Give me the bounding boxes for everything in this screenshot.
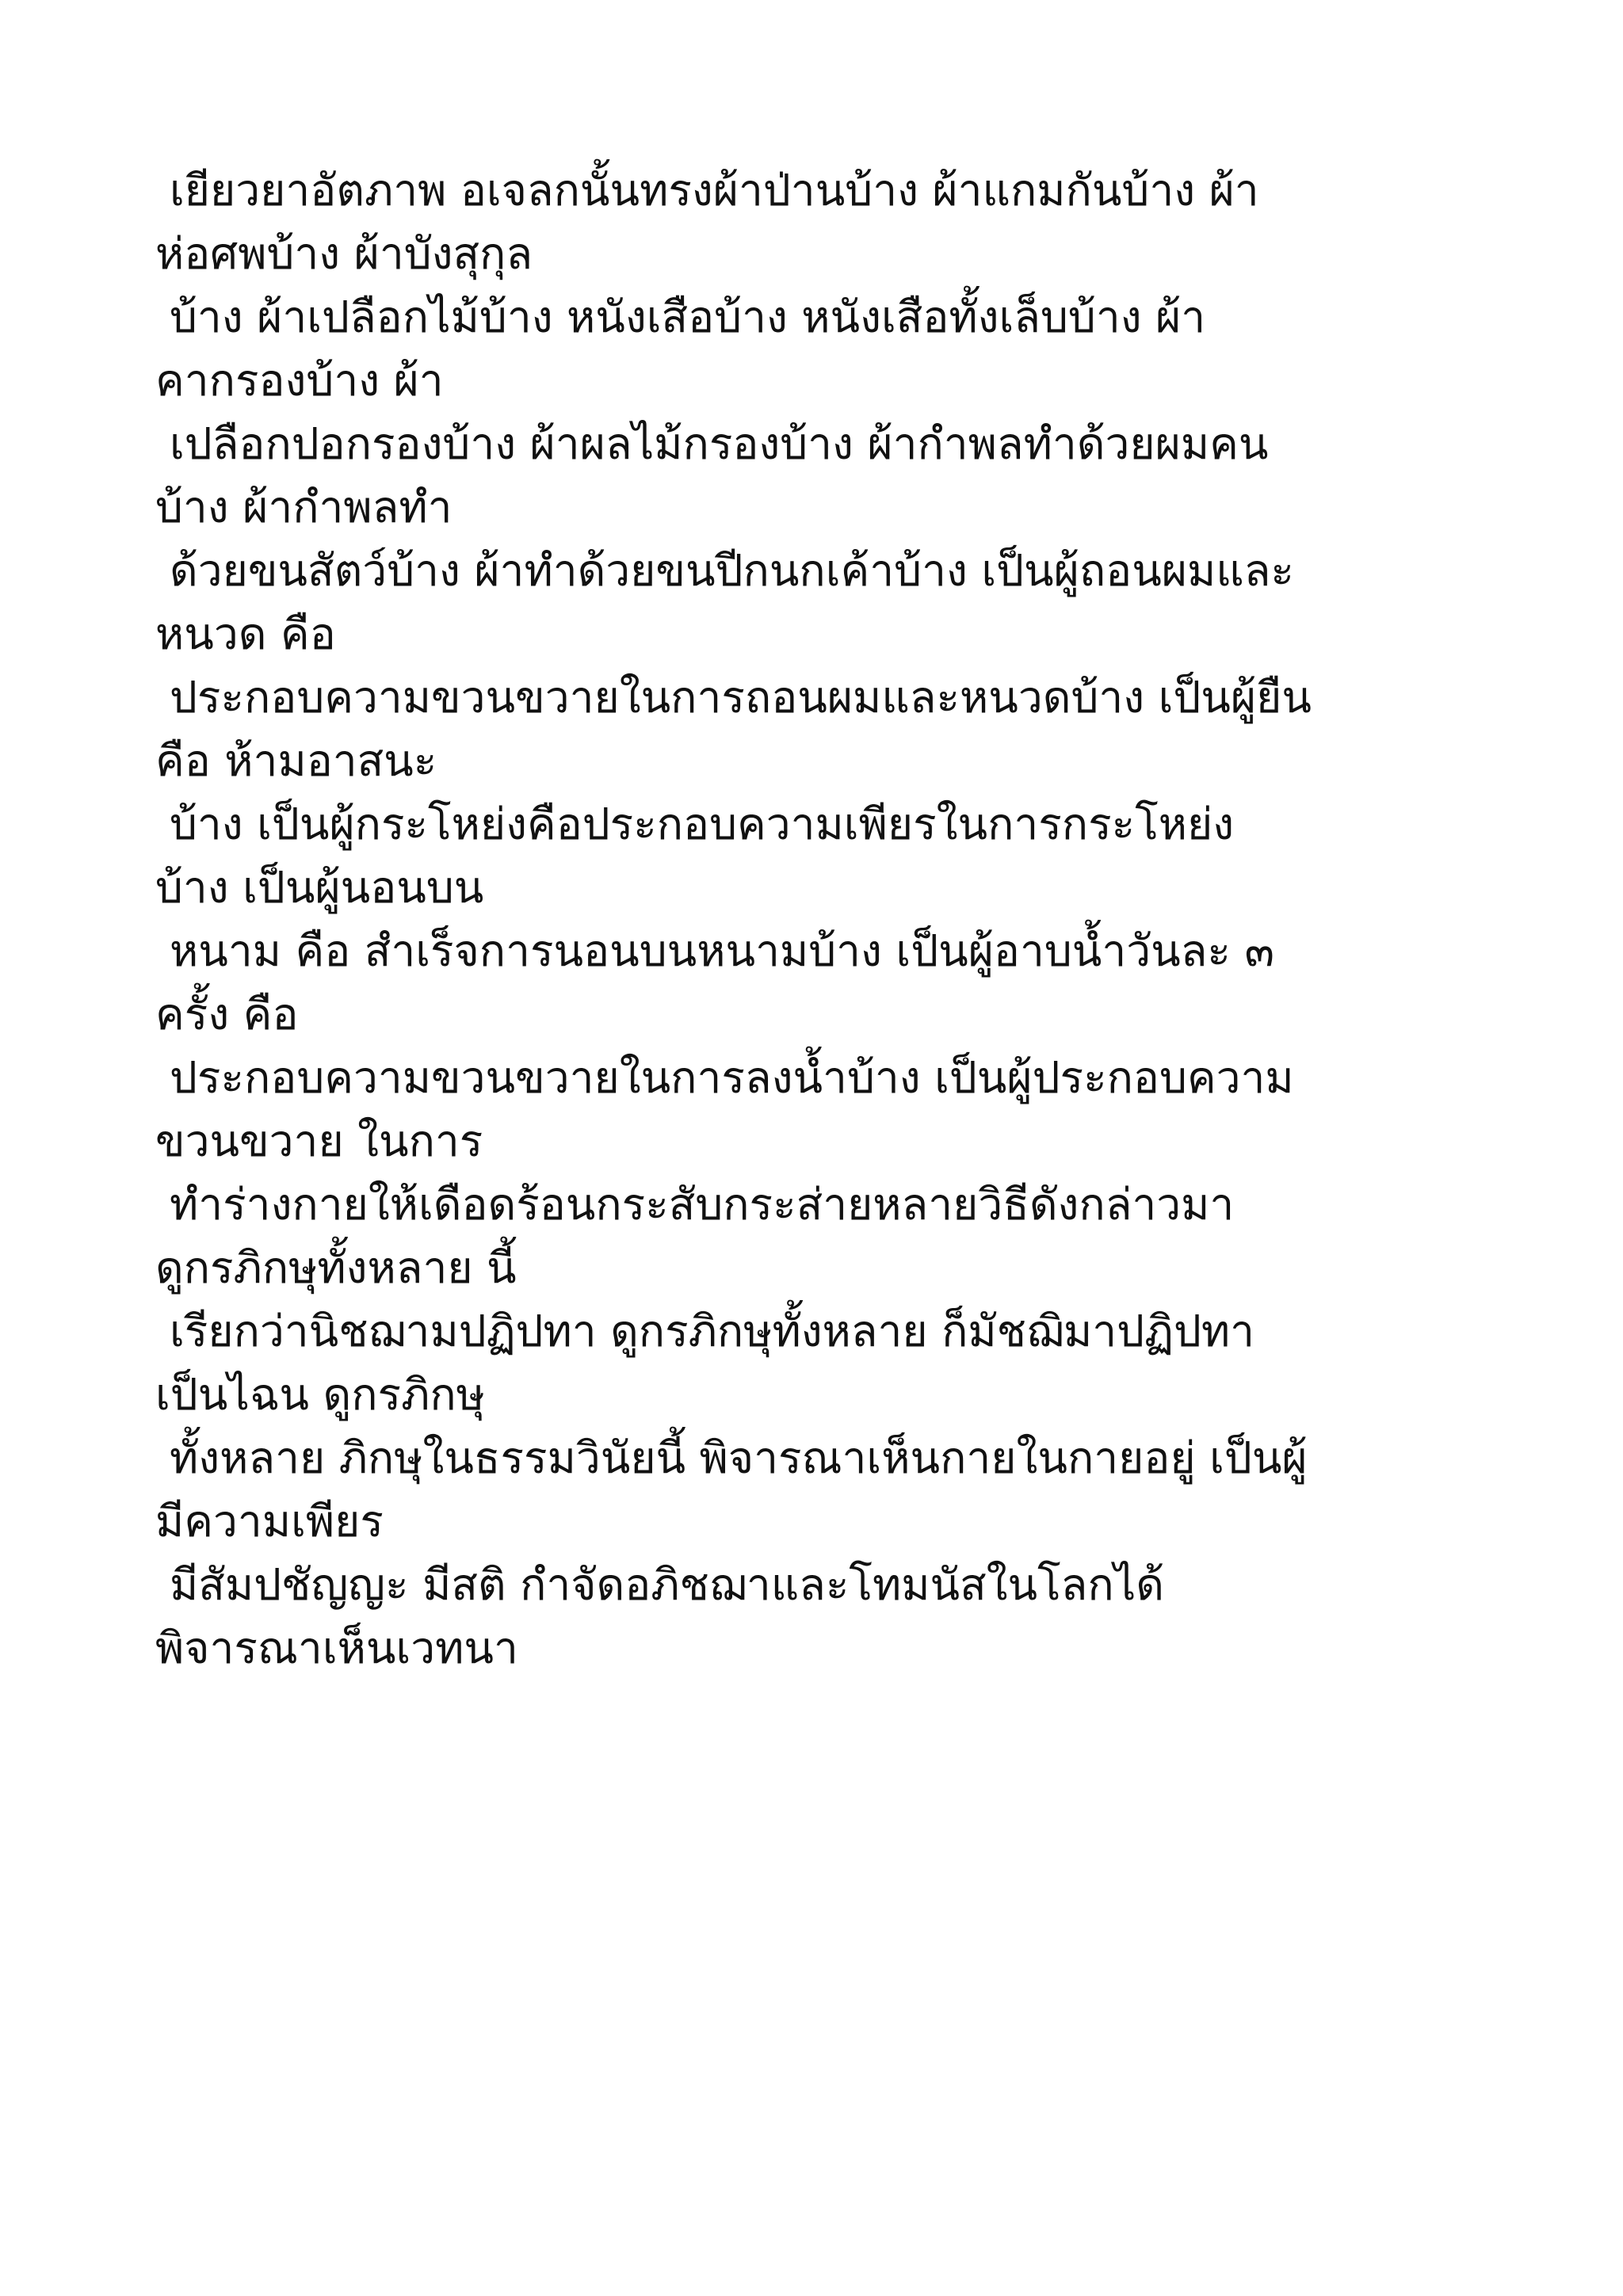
text-line: ห่อศพบ้าง ผ้าบังสุกุล [155, 228, 533, 279]
text-line: เรียกว่านิชฌามปฏิปทา ดูกรภิกษุทั้งหลาย ก็มัชฌิมาปฏิปทา [170, 1306, 1255, 1356]
text-line: ประกอบความขวนขวายในการลงน้ำบ้าง เป็นผู้ประกอบความ [170, 1052, 1294, 1103]
text-line: ขวนขวาย ในการ [155, 1116, 483, 1166]
text-line: มีสัมปชัญญะ มีสติ กำจัดอภิชฌาและโทมนัสในโลกได้ [170, 1559, 1165, 1610]
text-line: บ้าง เป็นผู้กระโหย่งคือประกอบความเพียรในการกระโหย่ง [170, 799, 1235, 849]
text-line: ทำร่างกายให้เดือดร้อนกระสับกระส่ายหลายวิธีดังกล่าวมา [170, 1179, 1235, 1230]
text-line: ครั้ง คือ [155, 989, 299, 1039]
document-body [155, 158, 1518, 1680]
text-line: หนาม คือ สำเร็จการนอนบนหนามบ้าง เป็นผู้อาบน้ำวันละ ๓ [170, 925, 1275, 976]
text-line: ดูกรภิกษุทั้งหลาย นี้ [155, 1242, 517, 1293]
text-line: มีความเพียร [155, 1496, 384, 1547]
text-line: ประกอบความขวนขวายในการถอนผมและหนวดบ้าง เป็นผู้ยืน [170, 672, 1312, 723]
text-line: พิจารณาเห็นเวทนา [155, 1623, 518, 1673]
text-line: เปลือกปอกรองบ้าง ผ้าผลไม้กรองบ้าง ผ้ากำพลทำด้วยผมคน [170, 418, 1269, 469]
text-line: เยียวยาอัตภาพ อเจลกนั้นทรงผ้าป่านบ้าง ผ้าแกมกันบ้าง ผ้า [170, 165, 1259, 215]
text-line: บ้าง เป็นผู้นอนบน [155, 862, 484, 913]
text-line: คือ ห้ามอาสนะ [155, 735, 437, 786]
text-line: ด้วยขนสัตว์บ้าง ผ้าทำด้วยขนปีกนกเค้าบ้าง เป็นผู้ถอนผมและ [170, 545, 1294, 596]
text-line: เป็นไฉน ดูกรภิกษุ [155, 1369, 485, 1420]
text-line: หนวด คือ [155, 608, 336, 659]
text-line: บ้าง ผ้าเปลือกไม้บ้าง หนังเสือบ้าง หนังเสือทั้งเล็บบ้าง ผ้า [170, 292, 1206, 342]
text-line: ทั้งหลาย ภิกษุในธรรมวินัยนี้ พิจารณาเห็นกายในกายอยู่ เป็นผู้ [170, 1432, 1308, 1483]
text-line: บ้าง ผ้ากำพลทำ [155, 482, 453, 532]
text-line: คากรองบ้าง ผ้า [155, 355, 444, 406]
